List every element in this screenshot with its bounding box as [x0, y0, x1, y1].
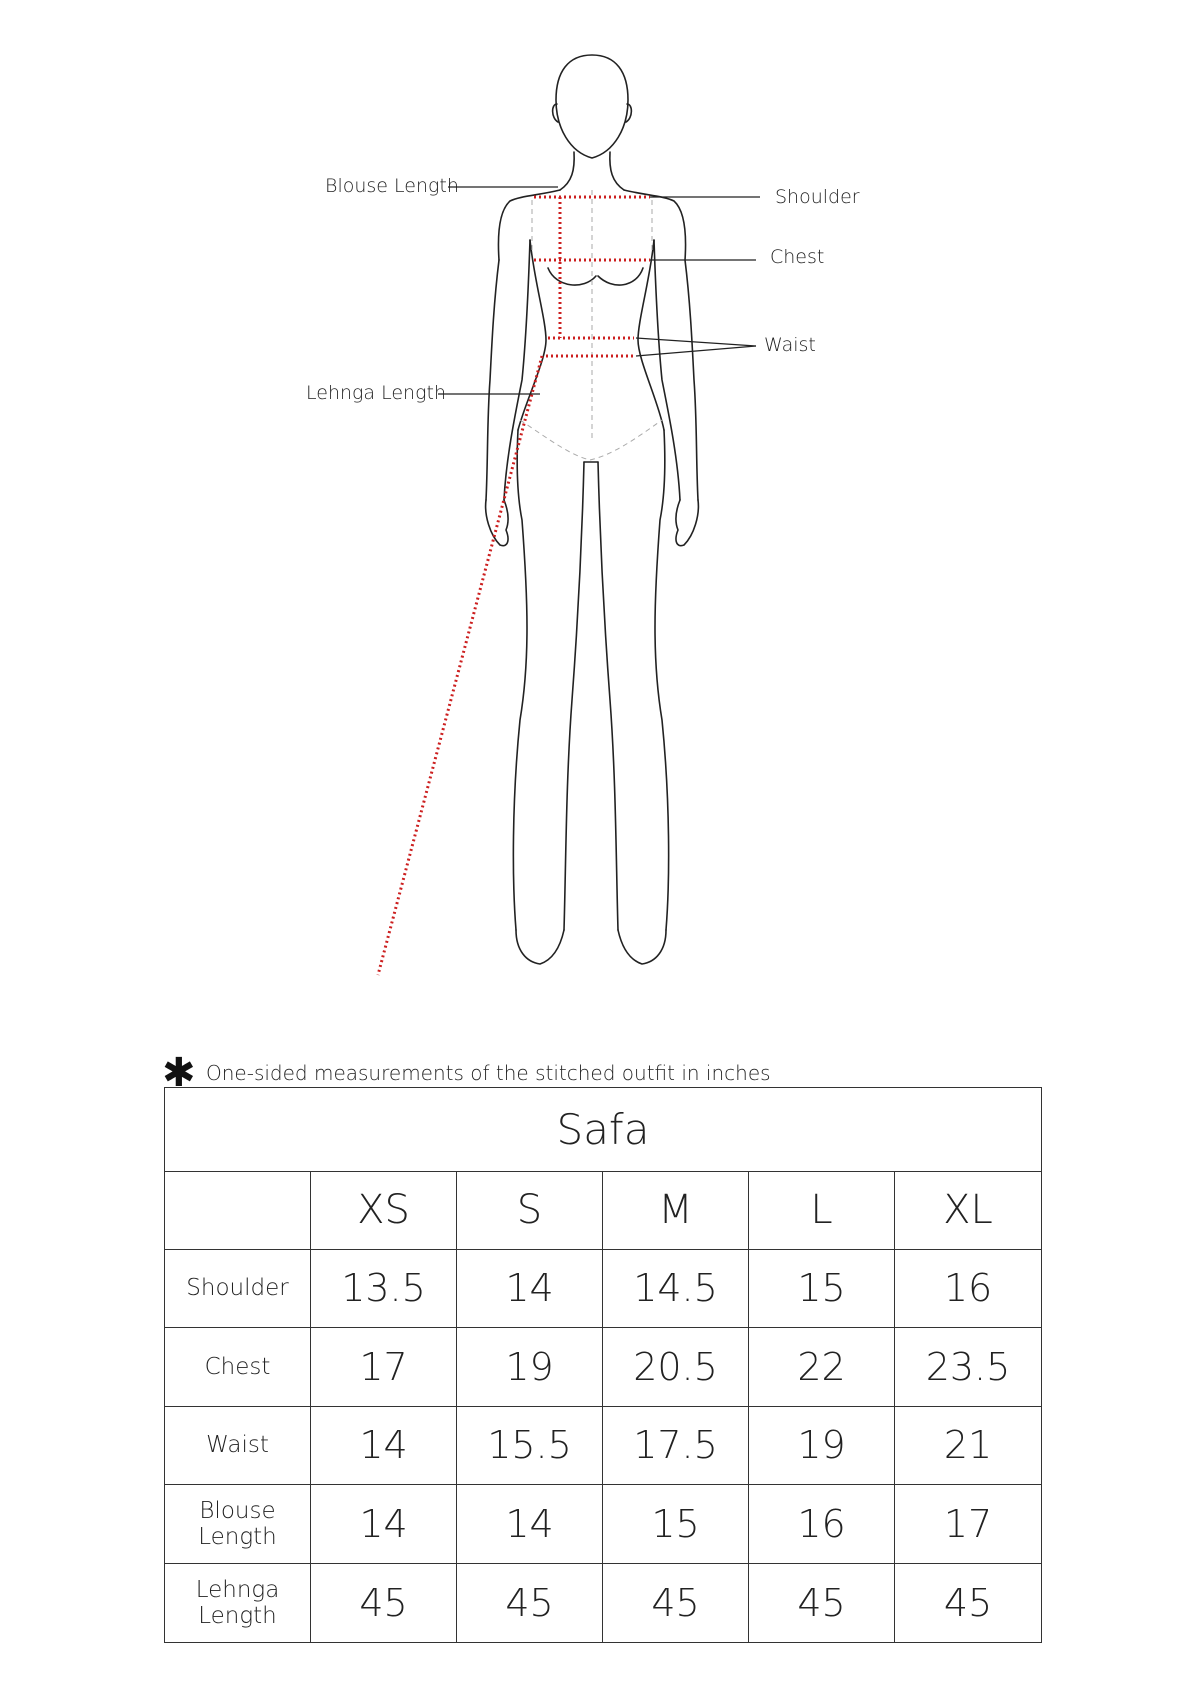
table-title: Safa: [165, 1088, 1041, 1172]
table-cell: 14: [457, 1250, 603, 1329]
table-cell: 13.5: [311, 1250, 457, 1329]
table-cell: 45: [457, 1564, 603, 1643]
table-cell: 14.5: [603, 1250, 749, 1329]
table-cell: 22: [749, 1328, 895, 1407]
asterisk-icon: ✱: [162, 1050, 196, 1096]
size-header-xs: XS: [311, 1171, 457, 1250]
callout-lehnga-length: Lehnga Length: [306, 382, 446, 404]
callout-shoulder: Shoulder: [775, 186, 860, 208]
size-header-xl: XL: [895, 1171, 1041, 1250]
table-cell: 17: [311, 1328, 457, 1407]
size-header-l: L: [749, 1171, 895, 1250]
header-empty-cell: [165, 1171, 311, 1250]
table-cell: 15.5: [457, 1407, 603, 1486]
table-cell: 14: [311, 1407, 457, 1486]
size-header-m: M: [603, 1171, 749, 1250]
row-label-blouse-length: Blouse Length: [165, 1485, 311, 1564]
table-cell: 45: [749, 1564, 895, 1643]
table-cell: 16: [895, 1250, 1041, 1329]
table-cell: 21: [895, 1407, 1041, 1486]
size-header-s: S: [457, 1171, 603, 1250]
callout-leaders: [438, 187, 760, 394]
measurement-note-text: One-sided measurements of the stitched outfit in inches: [206, 1061, 771, 1085]
table-cell: 17: [895, 1485, 1041, 1564]
table-cell: 45: [311, 1564, 457, 1643]
row-label-chest: Chest: [165, 1328, 311, 1407]
table-cell: 14: [311, 1485, 457, 1564]
table-cell: 23.5: [895, 1328, 1041, 1407]
table-cell: 15: [603, 1485, 749, 1564]
callout-waist: Waist: [764, 334, 816, 356]
callout-chest: Chest: [770, 246, 825, 268]
table-cell: 19: [749, 1407, 895, 1486]
table-cell: 16: [749, 1485, 895, 1564]
callout-blouse-length: Blouse Length: [325, 175, 459, 197]
row-label-shoulder: Shoulder: [165, 1250, 311, 1329]
size-grid: [165, 1171, 1041, 1642]
table-cell: 17.5: [603, 1407, 749, 1486]
table-cell: 45: [943, 1580, 993, 1625]
table-cell: 45: [603, 1564, 749, 1643]
measurement-note: [162, 1050, 771, 1096]
guide-lines: [520, 190, 662, 460]
table-cell: 15: [749, 1250, 895, 1329]
table-cell: 19: [457, 1328, 603, 1407]
table-cell: 14: [457, 1485, 603, 1564]
size-chart-table: [164, 1087, 1042, 1643]
row-label-lehnga-length: Lehnga Length: [165, 1564, 311, 1643]
table-cell: 20.5: [603, 1328, 749, 1407]
row-label-waist: Waist: [165, 1407, 311, 1486]
